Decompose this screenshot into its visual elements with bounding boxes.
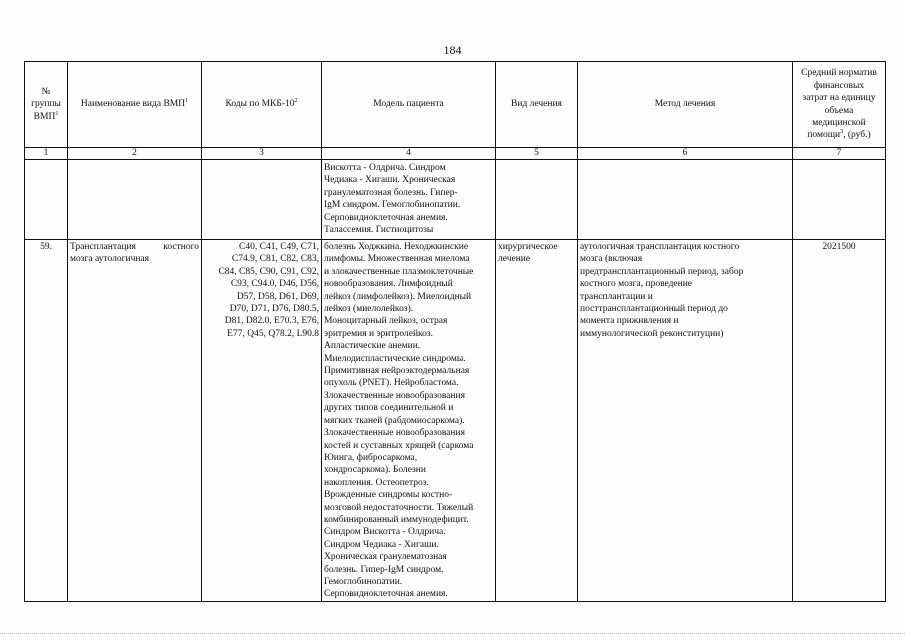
text-line: посттрансплантационный период до <box>580 304 728 315</box>
col-number: 1 <box>25 148 68 160</box>
text-line: костей и суставных хрящей (саркома <box>324 440 474 451</box>
group-number-cell <box>25 240 68 602</box>
text-line: момента приживления и <box>580 316 679 327</box>
header-patient-model: Модель пациента <box>322 62 496 148</box>
text-line: Вискотта - Олдрича. Синдром <box>324 163 446 173</box>
text-line: C84, C85, C90, C91, C92, <box>218 266 319 277</box>
col-number: 5 <box>496 148 578 160</box>
header-average-cost: Средний норматив финансовых затрат на единицу объема медицинской помощи$^3$, (руб.) <box>793 62 886 148</box>
col-number: 2 <box>68 148 202 160</box>
text-line: новообразования. Лимфоидный <box>324 279 453 290</box>
text-line: Трансплантация костного <box>70 242 199 252</box>
text-line: лейкоз (лимфолейкоз). Миелоидный <box>324 291 472 302</box>
vmp-table <box>24 61 886 602</box>
group-number: 59. <box>40 242 52 252</box>
text-line: мозга (включая <box>580 254 643 265</box>
scan-edge-divider <box>0 633 905 635</box>
text-line: гранулематозная болезнь. Гипер- <box>324 187 458 198</box>
text-line: D70, D71, D76, D80.5, <box>229 304 319 315</box>
patient-model-cell <box>322 160 496 240</box>
text-line: Чедиака - Хигаши. Хроническая <box>324 175 456 186</box>
continuation-row <box>25 160 886 240</box>
text-line: C74.9, C81, C82, C83, <box>231 254 319 265</box>
text-line: костного мозга, проведение <box>580 279 693 290</box>
text-line: и злокачественные плазмоклеточные <box>324 266 474 277</box>
header-treatment-method: Метод лечения <box>578 62 793 148</box>
text-line: Миелодиспластические синдромы. <box>324 353 466 364</box>
text-line: опухоль (PNET). Нейробластома. <box>324 378 459 389</box>
text-line: Хроническая гранулематозная <box>324 552 447 563</box>
patient-model-cell <box>322 240 496 602</box>
header-row <box>25 62 886 148</box>
text-line: иммунологической реконституции) <box>580 328 724 339</box>
text-line: D57, D58, D61, D69, <box>236 291 319 302</box>
text-line: E77, Q45, Q78.2, L90.8 <box>227 328 319 339</box>
text-line: лимфомы. Множественная миелома <box>324 254 470 265</box>
vmp-name-cell <box>68 240 202 602</box>
header-treatment-type: Вид лечения <box>496 62 578 148</box>
text-line: мозговой недостаточности. Тяжелый <box>324 502 474 513</box>
text-line: Злокачественные новообразования <box>324 428 465 439</box>
text-line: Серповидноклеточная анемия. <box>324 212 448 223</box>
treatment-method-cell <box>578 240 793 602</box>
text-line: накопления. Остеопетроз. <box>324 477 429 488</box>
text-line: Серповидноклеточная анемия. <box>324 589 448 600</box>
treatment-type-cell <box>496 240 578 602</box>
col-number: 3 <box>202 148 322 160</box>
header-icd-codes: Коды по МКБ-$10^2$ <box>202 62 322 148</box>
text-line: C40, C41, C49, C71, <box>239 242 319 252</box>
text-line: Врожденные синдромы костно- <box>324 490 453 501</box>
table-row-59 <box>25 240 886 602</box>
text-line: Юинга, фибросаркома, <box>324 452 418 463</box>
average-cost: 2021500 <box>822 242 856 252</box>
col-number: 7 <box>793 148 886 160</box>
text-line: мозга аутологичная <box>70 254 150 265</box>
text-line: комбинированный иммунодефицит. <box>324 514 469 525</box>
header-vmp-name: Наименование вида ВМП$^1$ <box>68 62 202 148</box>
text-line: лейкоз (миелолейкоз). <box>324 304 414 315</box>
page-number: 184 <box>443 43 462 57</box>
text-line: эритремия и эритролейкоз. <box>324 328 434 339</box>
empty-cell <box>496 160 578 240</box>
average-cost-cell <box>793 240 886 602</box>
text-line: Гемоглобинопатии. <box>324 576 403 587</box>
icd-codes-cell <box>202 240 322 602</box>
col-number: 4 <box>322 148 496 160</box>
text-line: хирургическое <box>498 242 558 252</box>
text-line: хондросаркома). Болезни <box>324 465 426 476</box>
text-line: мягких тканей (рабдомиосаркома). <box>324 415 465 426</box>
empty-cell <box>25 160 68 240</box>
empty-cell <box>68 160 202 240</box>
empty-cell <box>793 160 886 240</box>
text-line: болезнь Ходжкина. Неходжкинские <box>324 242 469 252</box>
text-line: Апластические анемии. <box>324 341 421 352</box>
text-line: Талассемия. Гистиоцитозы <box>324 225 434 236</box>
text-line: Синдром Чедиака - Хигаши. <box>324 539 439 550</box>
text-line: предтрансплантационный период, забор <box>580 266 744 277</box>
text-line: трансплантации и <box>580 291 653 302</box>
text-line: Злокачественные новообразования <box>324 390 465 401</box>
col-number: 6 <box>578 148 793 160</box>
text-line: других типов соединительной и <box>324 403 454 414</box>
text-line: аутологичная трансплантация костного <box>580 242 740 252</box>
column-number-row <box>25 148 886 160</box>
text-line: болезнь. Гипер-IgM синдром. <box>324 564 444 575</box>
text-line: Примитивная нейроэктодермальная <box>324 366 470 377</box>
empty-cell <box>578 160 793 240</box>
text-line: Моноцитарный лейкоз, острая <box>324 316 448 327</box>
text-line: C93, C94.0, D46, D56, <box>230 279 319 290</box>
header-group-number: № группы ВМП$^1$ <box>25 62 68 148</box>
text-line: лечение <box>498 254 531 265</box>
text-line: Синдром Вискотта - Олдрича. <box>324 527 446 538</box>
empty-cell <box>202 160 322 240</box>
text-line: IgM синдром. Гемоглобинопатии. <box>324 200 461 211</box>
text-line: D81, D82.0, E70.3, E76, <box>224 316 319 327</box>
